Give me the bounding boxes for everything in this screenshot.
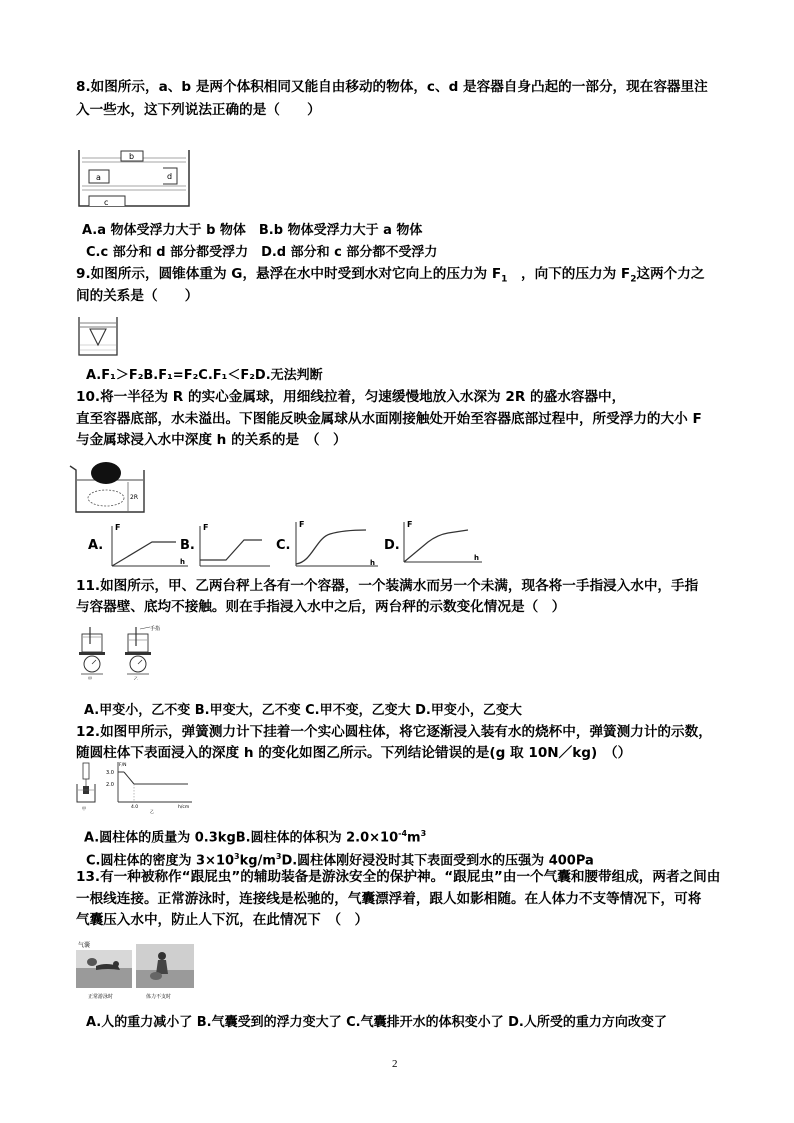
q13-line-1: 13.有一种被称作“跟屁虫”的辅助装备是游泳安全的保护神。“跟屁虫”由一个气囊和腰带组成，两者之间由 [76, 869, 721, 885]
q12-option-a-text: A.圆柱体的质量为 0.3kgB.圆柱体的体积为 2.0×10 [84, 830, 399, 846]
q9-line-1b: ，向下的压力为 F [507, 266, 631, 282]
q8-label-b: b [129, 152, 135, 161]
q10-graph-c [290, 516, 380, 570]
q13-line-2: 一根线连接。正常游泳时，连接线是松驰的，气囊漂浮着，跟人如影相随。在人体力不支等情况下，可将 [76, 891, 702, 907]
q11-line-2: 与容器壁、底均不接触。则在手指浸入水中之后，两台秤的示数变化情况是（ ） [76, 599, 566, 615]
q12-graph-x-tick: 4.0 [131, 805, 139, 810]
q12-option-a-unit: m [407, 830, 421, 846]
q8-container-figure [77, 148, 192, 210]
q10-graph-c-x: h [370, 559, 375, 567]
q12-option-a-sup: -4 [398, 829, 408, 838]
q9-options: A.F₁＞F₂B.F₁=F₂C.F₁＜F₂D.无法判断 [86, 368, 323, 383]
q12-graph-x-label: h/cm [178, 805, 190, 810]
q12-fig-label-yi: 乙 [150, 809, 154, 814]
q8-line-2: 入一些水，这下列说法正确的是（ ） [76, 102, 321, 118]
q8-label-d: d [167, 172, 173, 181]
q12-option-c-text: C.圆柱体的密度为 3×10 [86, 853, 235, 869]
q11-label-jia: 甲 [88, 676, 92, 680]
q10-line-3: 与金属球浸入水中深度 h 的关系的是 （ ） [76, 432, 347, 448]
q9-cone-figure [77, 315, 121, 357]
q13-line-3: 气囊压入水中，防止人下沉，在此情况下 （ ） [76, 912, 369, 928]
q11-label-yi: 乙 [134, 676, 138, 680]
q8-options-line-1: A.a 物体受浮力大于 b 物体 B.b 物体受浮力大于 a 物体 [82, 223, 423, 238]
q11-options: A.甲变小，乙不变 B.甲变大，乙不变 C.甲不变，乙变大 D.甲变小，乙变大 [84, 703, 522, 718]
q10-ball-container-figure [66, 456, 156, 516]
q12-option-a-sup2: 3 [420, 829, 427, 838]
q9-line-1a: 9.如图所示，圆锥体重为 G，悬浮在水中时受到水对它向上的压力为 F [76, 266, 502, 282]
q10-graph-d [398, 516, 484, 570]
q8-options-line-2: C.c 部分和 d 部分都受浮力 D.d 部分和 c 部分都不受浮力 [86, 245, 438, 260]
q8-line-1: 8.如图所示，a、b 是两个体积相同又能自由移动的物体，c、d 是容器自身凸起的一部分，现在容器里注 [76, 79, 708, 95]
q9-line-1 [76, 265, 704, 289]
q12-option-c-sup: 3 [234, 852, 240, 861]
q12-line-2: 随圆柱体下表面浸入的深度 h 的变化如图乙所示。下列结论错误的是(g 取 10N／kg) （） [76, 745, 632, 761]
q12-fig-label-jia: 甲 [82, 806, 86, 811]
q12-graph-y-tick-3: 3.0 [106, 770, 114, 776]
q12-spring-scale-figure [74, 762, 98, 812]
q12-option-d-text: D.圆柱体刚好浸没时其下表面受到水的压强为 400Pa [281, 853, 594, 869]
q10-label-2r: 2R [130, 494, 138, 501]
q12-graph [104, 760, 196, 814]
q10-option-a: A. [88, 538, 104, 553]
q12-option-c-sup2: 3 [275, 852, 282, 861]
q12-graph-y-tick-2: 2.0 [106, 782, 114, 788]
q10-graph-a-x: h [180, 558, 185, 566]
q10-line-1: 10.将一半径为 R 的实心金属球，用细线拉着，匀速缓慢地放入水深为 2R 的盛水容器中， [76, 389, 626, 405]
q11-scales-figure [74, 624, 166, 680]
q10-graph-a-y: F [115, 523, 121, 532]
q10-graph-a [104, 520, 190, 570]
q10-line-2: 直至容器底部，水未溢出。下图能反映金属球从水面刚接触处开始至容器底部过程中，所受浮力的大小 F [76, 411, 702, 427]
q13-label-bag: 气囊 [78, 942, 91, 949]
q13-swimming-figure [76, 940, 196, 1002]
q8-label-c: c [104, 198, 109, 207]
q12-option-c-unit: kg/m [239, 853, 276, 869]
q10-option-c: C. [276, 538, 291, 553]
q13-options: A.人的重力减小了 B.气囊受到的浮力变大了 C.气囊排开水的体积变小了 D.人所受的重力方向改变了 [86, 1015, 667, 1030]
q10-graph-b [196, 520, 272, 570]
q11-label-finger: 手指 [150, 626, 161, 632]
q10-graph-d-y: F [407, 520, 413, 529]
q12-option-a-b [84, 825, 426, 847]
q10-option-b: B. [180, 538, 195, 553]
q12-graph-y-label: F/N [119, 763, 127, 768]
q9-line-1c: 这两个力之 [636, 266, 705, 282]
q12-line-1: 12.如图甲所示，弹簧测力计下挂着一个实心圆柱体，将它逐渐浸入装有水的烧杯中，弹簧测力计的示数， [76, 724, 712, 740]
q10-graph-b-y: F [203, 523, 209, 532]
q9-sub-1: 1 [501, 274, 508, 285]
q8-label-a: a [96, 173, 101, 182]
q13-caption-right: 体力不支时 [146, 994, 172, 1000]
q9-sub-2: 2 [630, 274, 637, 285]
q11-line-1: 11.如图所示，甲、乙两台秤上各有一个容器，一个装满水而另一个未满，现各将一手指浸入水中，手指 [76, 578, 699, 594]
q10-graph-c-y: F [299, 520, 305, 529]
page-number: 2 [392, 1058, 398, 1070]
q12-option-c-d [86, 848, 594, 870]
q10-graph-d-x: h [474, 554, 479, 562]
q13-caption-left: 正常游泳时 [88, 994, 114, 1000]
q10-option-d: D. [384, 538, 400, 553]
q9-line-2: 间的关系是（ ） [76, 288, 199, 304]
